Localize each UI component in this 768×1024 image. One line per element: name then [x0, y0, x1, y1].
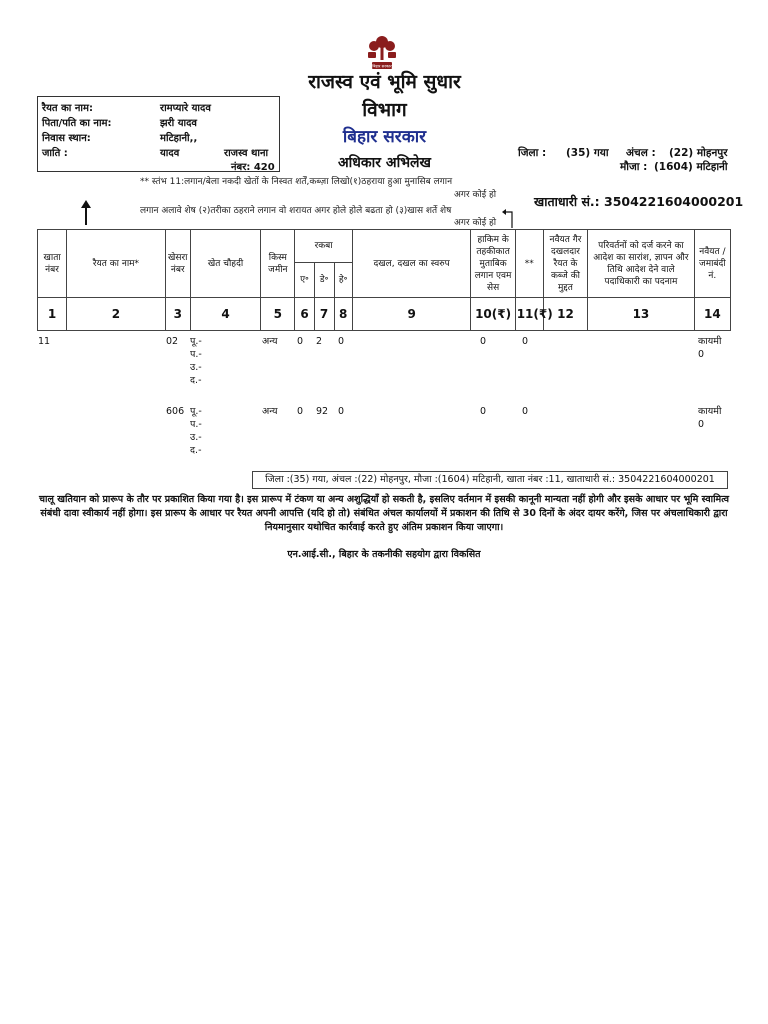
col-num: 11(₹)	[515, 298, 543, 331]
khata-number: 11	[38, 336, 51, 347]
ledger-table	[37, 229, 731, 331]
bihar-emblem-icon	[362, 32, 402, 72]
col-num: 13	[588, 298, 695, 331]
col-num: 4	[190, 298, 260, 331]
boundary-south: द.-	[190, 445, 202, 456]
col-num: 12	[543, 298, 587, 331]
header-rakba: रकबा	[295, 230, 352, 263]
boundary-east: पू.-	[190, 336, 202, 347]
area-acre: 0	[297, 406, 304, 417]
header-dakhal: दखल, दखल का स्वरुप	[352, 230, 471, 298]
header-parivartan: परिवर्तनों को दर्ज करने का आदेश का सारांश, ज्ञापन और तिथि आदेश देने वाले पदाधिकारी का पदनाम	[588, 230, 695, 298]
khatadhari-label: खाताधारी सं.:	[534, 194, 600, 209]
column11-value: 0	[522, 406, 529, 417]
khatadhari-value: 3504221604000201	[604, 194, 744, 209]
boundary-west: प.-	[190, 349, 202, 360]
area-decimal: 92	[316, 406, 329, 417]
boundary-east: पू.-	[190, 406, 202, 417]
jamabandi-number: 0	[698, 349, 705, 360]
rent-value: 0	[480, 406, 487, 417]
area-decimal: 2	[316, 336, 323, 347]
district-value: (35) गया	[566, 147, 609, 159]
department-title: राजस्व एवं भूमि सुधार	[308, 71, 461, 93]
land-type: अन्य	[262, 406, 278, 417]
col-num: 5	[261, 298, 295, 331]
header-hectare: हे॰	[334, 263, 352, 298]
land-type: अन्य	[262, 336, 278, 347]
jamabandi-number: 0	[698, 419, 705, 430]
header-chauhaddi: खेत चौहदी	[190, 230, 260, 298]
mauza-value: (1604) मटिहानी	[654, 161, 728, 173]
column11-value: 0	[522, 336, 529, 347]
header-hakim: हाकिम के तहकीकात मुताबिक लगान एवम सेस	[471, 230, 515, 298]
bracket-arrow-icon	[500, 209, 514, 229]
khesra-number: 606	[166, 406, 185, 417]
summary-box: जिला :(35) गया, अंचल :(22) मोहनपुर, मौजा :(1604) मटिहानी, खाता नंबर :11, खाताधारी सं.: 3504221604000201	[252, 471, 728, 489]
nic-credit: एन.आई.सी., बिहार के तकनीकी सहयोग द्वारा विकसित	[287, 549, 481, 560]
khesra-number: 02	[166, 336, 179, 347]
header-raiyat: रैयत का नाम*	[67, 230, 166, 298]
boundary-west: प.-	[190, 419, 202, 430]
circle-label: अंचल :	[626, 147, 656, 159]
khatadhari-number	[534, 193, 743, 210]
rent-value: 0	[480, 336, 487, 347]
caste-label: जाति :	[42, 148, 68, 159]
note-line1-end: अगर कोई हो	[454, 190, 497, 200]
jamabandi-type: कायमी	[698, 336, 722, 347]
col-num: 14	[694, 298, 730, 331]
thana-label: राजस्व थाना	[224, 148, 269, 159]
header-acre: ए॰	[295, 263, 314, 298]
area-hectare: 0	[338, 406, 345, 417]
residence-value: मटिहानी,,	[160, 133, 198, 144]
col-num: 2	[67, 298, 166, 331]
raiyat-name-value: रामप्यारे यादव	[160, 103, 211, 114]
header-khata: खाता नंबर	[38, 230, 67, 298]
note-line2: लगान अलावे शेष (२)तरीका ठहराने लगान वो शरायत अगर होले होले बढता हो (३)खास शर्ते शेष	[140, 206, 452, 216]
boundary-north: उ.-	[190, 362, 202, 373]
boundary-north: उ.-	[190, 432, 202, 443]
caste-value: यादव	[160, 148, 180, 159]
raiyat-name-label: रैयत का नाम:	[42, 103, 93, 114]
father-name-value: झरी यादव	[160, 118, 197, 129]
col-num: 1	[38, 298, 67, 331]
publication-notice: चालू खतियान को प्रारूप के तौर पर प्रकाशित किया गया है। इस प्रारूप में टंकण या अन्य अशुद्धियाँ हो सकती है, इसलिए वर्तमान में इसकी कानूनी मान्यता नहीं होगी और इसके आधार पर भूमि स्वामित्व संबंधी दावा स्वीकार्य नहीं होगा। इस प्रारूप के आधार पर रैयत अपनी आपत्ति (यदि हो तो) संबंधित अंचल कार्यालयों में प्रकाशन की तिथि से 30 दिनों के अंदर दायर करेंगे, जिस पर अंचलाधिकारी द्वारा नियमानुसार यथोचित कार्रवाई करते हुए अंतिम प्रकाशन किया जाएगा।	[38, 494, 730, 533]
district-label: जिला :	[518, 147, 547, 159]
government-name: बिहार सरकार	[342, 127, 427, 147]
area-hectare: 0	[338, 336, 345, 347]
header-decimal: डे॰	[314, 263, 334, 298]
col-num: 9	[352, 298, 471, 331]
father-name-label: पिता/पति का नाम:	[42, 118, 112, 129]
record-title: अधिकार अभिलेख	[337, 155, 432, 171]
col-num: 3	[165, 298, 190, 331]
area-acre: 0	[297, 336, 304, 347]
header-khesra: खेसरा नंबर	[165, 230, 190, 298]
header-naveyat: नवैयत गैर दखलदार रैयत के कब्जे की मुद्दत	[543, 230, 587, 298]
col-num: 7	[314, 298, 334, 331]
department-title-line2: विभाग	[362, 99, 407, 121]
jamabandi-type: कायमी	[698, 406, 722, 417]
note-line1: ** स्तंभ 11:लगान/बेला नकदी खेतों के निस्वत शर्तें,कब्ज़ा लिखो(१)ठहराया हुआ मुनासिब लगान	[140, 177, 453, 187]
note-line2-end: अगर कोई हो	[454, 218, 497, 228]
header-kism: किस्म जमीन	[261, 230, 295, 298]
emblem-caption: बिहार सरकार	[372, 63, 392, 69]
col-num: 10(₹)	[471, 298, 515, 331]
header-star: **	[515, 230, 543, 298]
up-arrow-icon	[80, 200, 92, 226]
raiyat-info-box	[37, 96, 280, 172]
mauza-label: मौजा :	[620, 161, 648, 173]
residence-label: निवास स्थान:	[42, 133, 91, 144]
col-num: 8	[334, 298, 352, 331]
circle-value: (22) मोहनपुर	[669, 147, 728, 159]
header-jamabandi: नवैयत / जमाबंदी नं.	[694, 230, 730, 298]
boundary-south: द.-	[190, 375, 202, 386]
table-header-row	[38, 230, 731, 263]
thana-number: नंबर: 420	[231, 162, 275, 173]
column-number-row	[38, 298, 731, 331]
col-num: 6	[295, 298, 314, 331]
